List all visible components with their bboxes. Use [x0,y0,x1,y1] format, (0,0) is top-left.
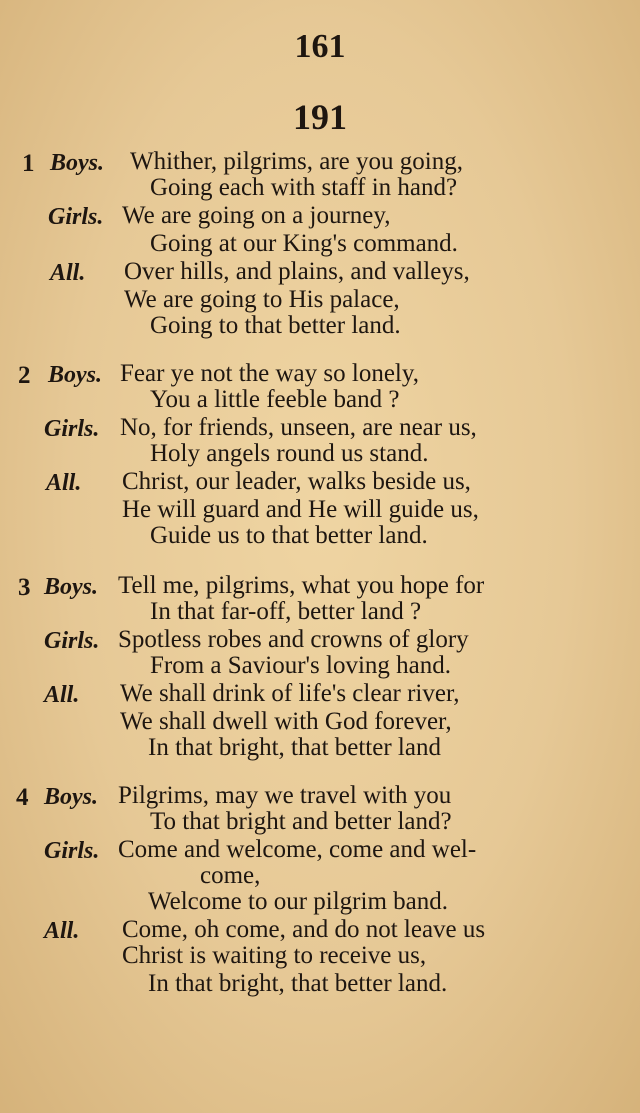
stanza-number: 3 [18,574,31,601]
hymn-number: 191 [293,97,347,137]
verse-line: In that bright, that better land [148,734,441,761]
voice-label-boys: Boys. [48,362,102,388]
voice-label-all: All. [44,682,80,708]
verse-line: In that bright, that better land. [148,970,448,997]
verse-line: You a little feeble band ? [150,386,400,413]
verse-line: In that far-off, better land ? [150,598,422,625]
verse-line: We shall drink of life's clear river, [120,680,460,707]
voice-label-girls: Girls. [44,838,100,864]
verse-line: Going each with staff in hand? [150,174,458,201]
verse-line: Pilgrims, may we travel with you [118,782,452,809]
voice-label-all: All. [44,918,80,944]
verse-line: Guide us to that better land. [150,522,428,549]
page-number: 161 [294,28,346,65]
stanza-number: 4 [16,784,29,811]
voice-label-girls: Girls. [44,628,100,654]
voice-label-boys: Boys. [50,150,104,176]
verse-line: Over hills, and plains, and valleys, [124,258,470,285]
voice-label-girls: Girls. [48,204,104,230]
stanza-number: 2 [18,362,31,389]
verse-line: Going at our King's command. [150,230,458,257]
verse-line: We are going to His palace, [124,286,400,313]
verse-line: Come and welcome, come and wel- [118,836,477,863]
stanza-number: 1 [22,150,35,177]
verse-line: Whither, pilgrims, are you going, [130,148,463,175]
voice-label-girls: Girls. [44,416,100,442]
verse-line: come, [200,862,261,889]
verse-line: To that bright and better land? [150,808,452,835]
verse-line: He will guard and He will guide us, [122,496,479,523]
verse-line: Christ, our leader, walks beside us, [122,468,471,495]
voice-label-boys: Boys. [44,784,98,810]
verse-line: Fear ye not the way so lonely, [120,360,419,387]
voice-label-boys: Boys. [44,574,98,600]
verse-line: No, for friends, unseen, are near us, [120,414,477,441]
verse-line: Going to that better land. [150,312,401,339]
verse-line: Christ is waiting to receive us, [122,942,427,969]
voice-label-all: All. [46,470,82,496]
verse-line: We are going on a journey, [122,202,391,229]
verse-line: We shall dwell with God forever, [120,708,452,735]
verse-line: Tell me, pilgrims, what you hope for [118,572,485,599]
voice-label-all: All. [50,260,86,286]
verse-line: Welcome to our pilgrim band. [148,888,448,915]
verse-line: From a Saviour's loving hand. [150,652,452,679]
verse-line: Spotless robes and crowns of glory [118,626,469,653]
verse-line: Come, oh come, and do not leave us [122,916,486,943]
verse-line: Holy angels round us stand. [150,440,429,467]
